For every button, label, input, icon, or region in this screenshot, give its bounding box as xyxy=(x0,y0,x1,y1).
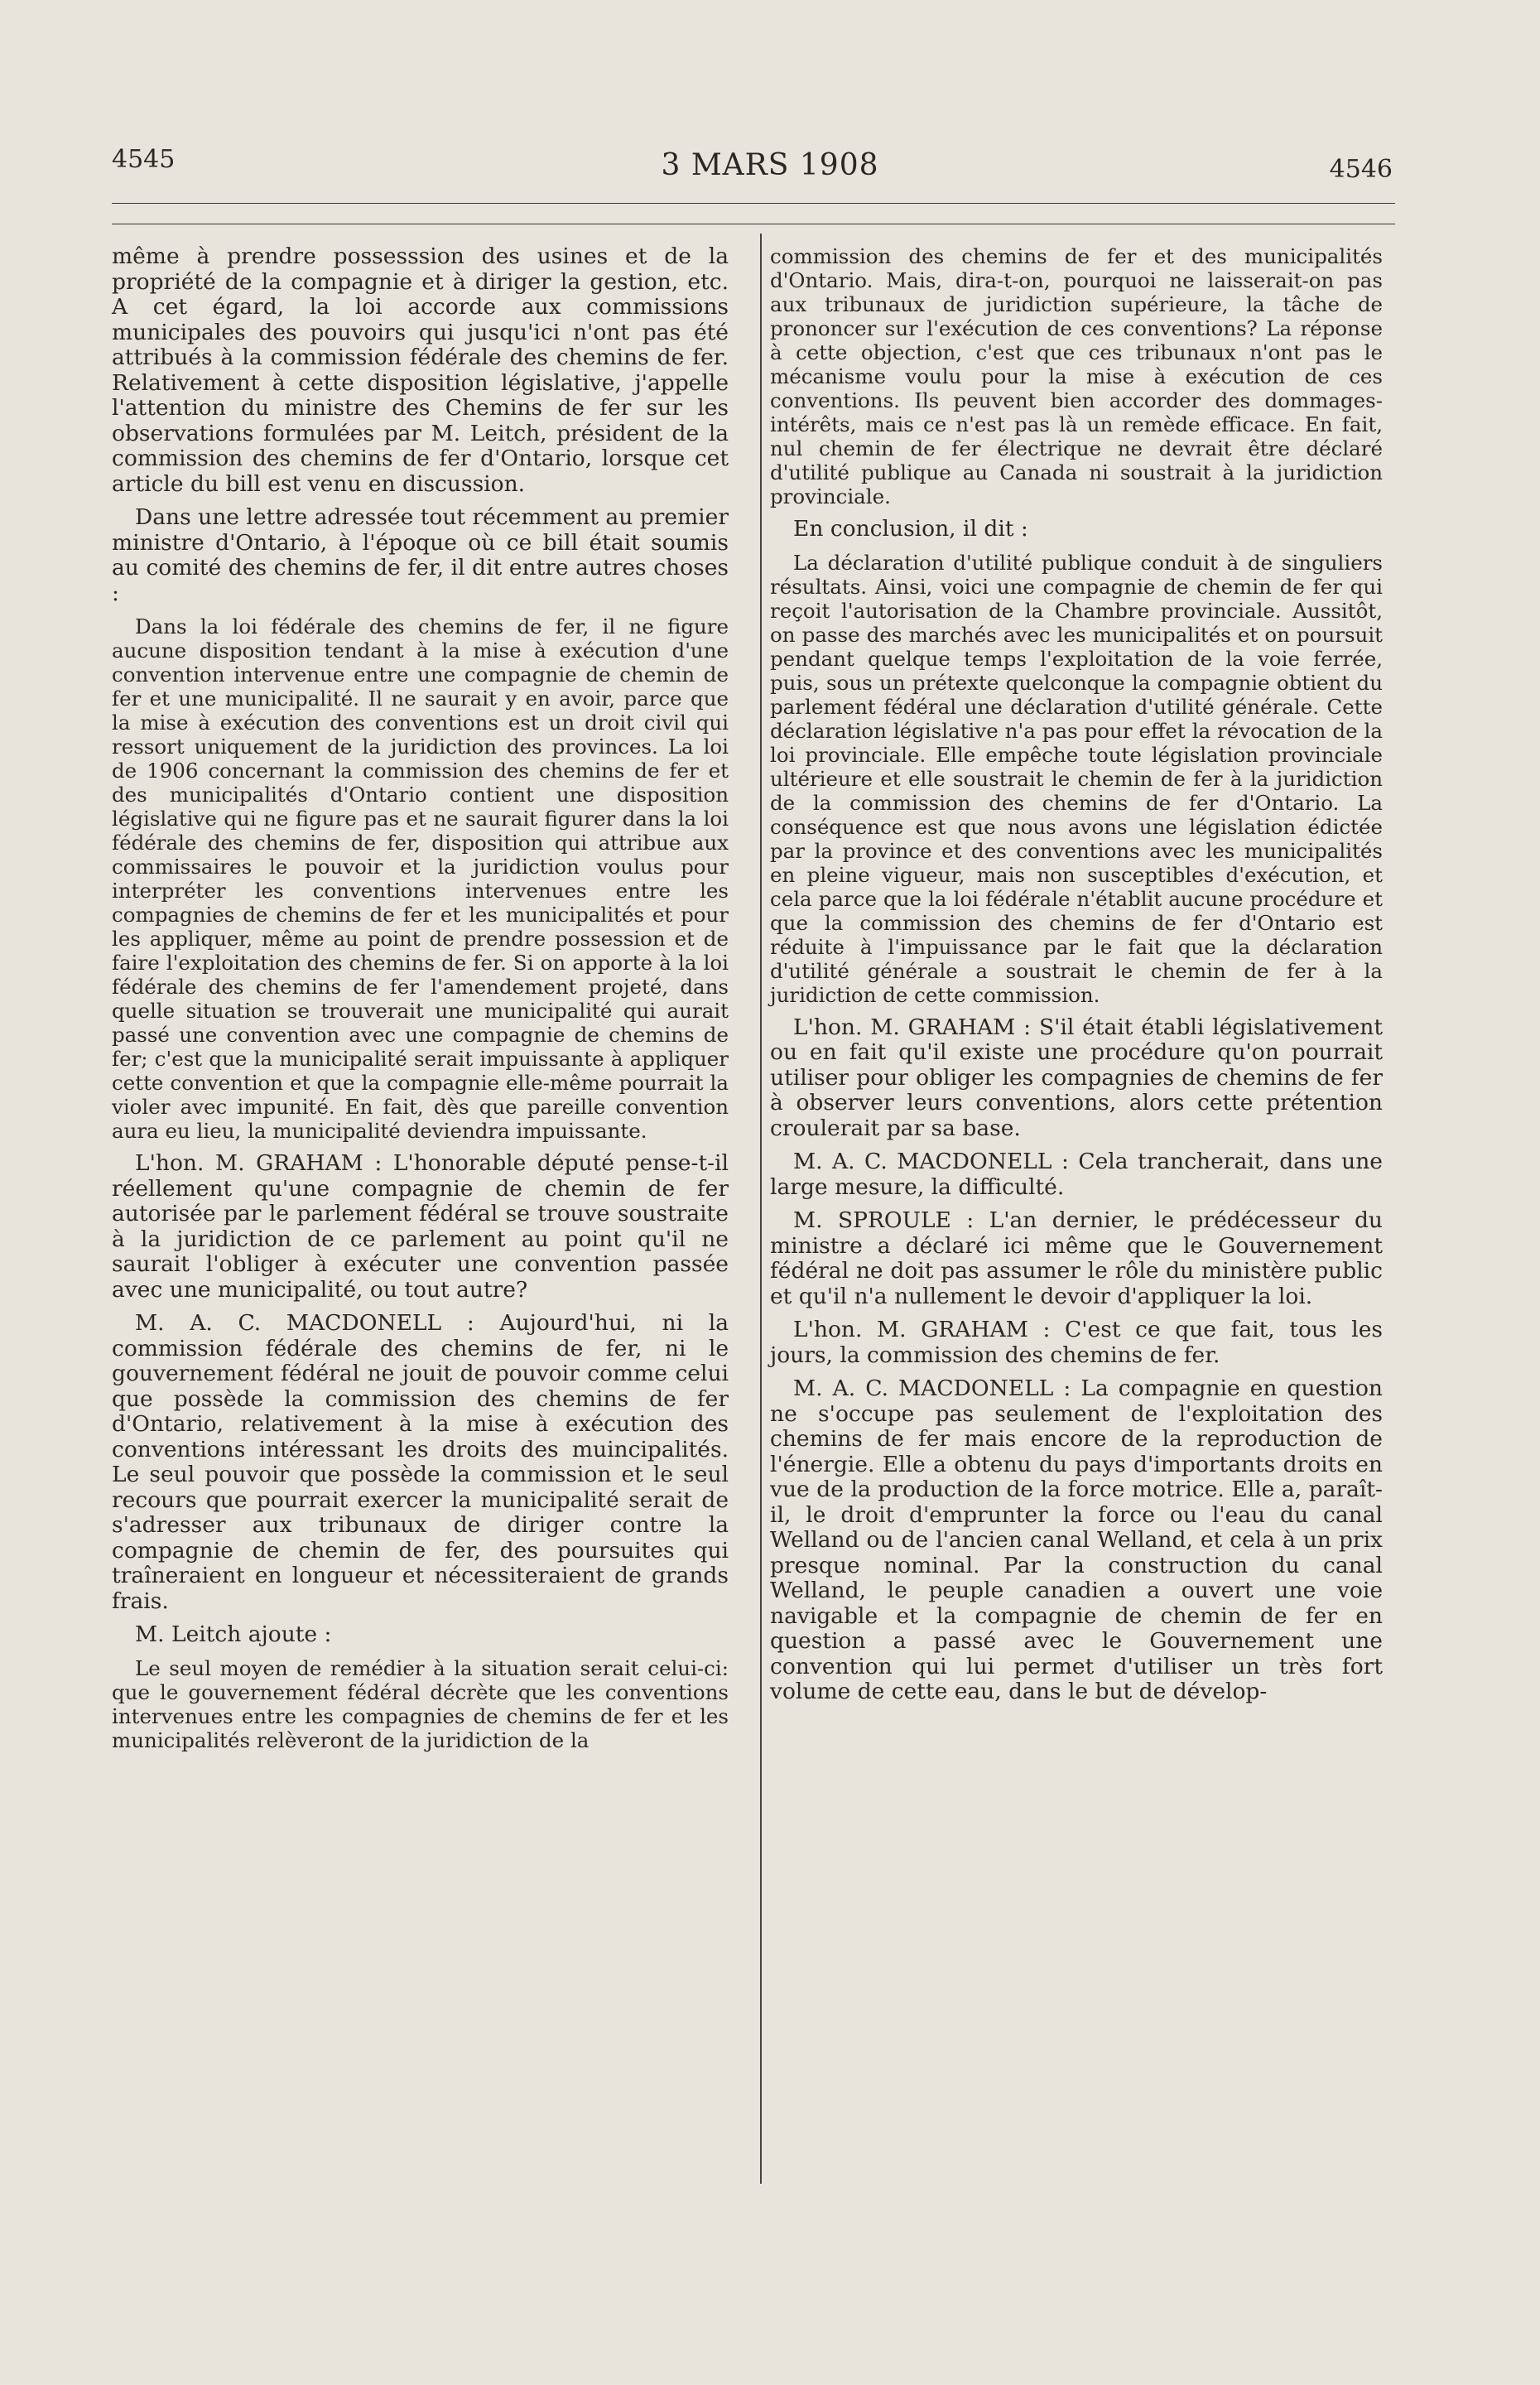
speech-graham: L'hon. M. GRAHAM : C'est ce que fait, tous les jours, la commission des chemins de fer. xyxy=(770,1317,1383,1368)
right-column xyxy=(770,244,1383,1713)
header-date: 3 MARS 1908 xyxy=(661,148,879,182)
paragraph: même à prendre possesssion des usines et de la propriété de la compagnie et à diriger la gestion, etc. A cet égard, la loi accorde aux commissions municipales des pouvoirs qui jusqu'ici n'ont pas été attribués à la commission fédérale des chemins de fer. Relativement à cette disposition législative, j'appelle l'attention du ministre des Chemins de fer sur les observations formulées par M. Leitch, président de la commission des chemins de fer d'Ontario, lorsque cet article du bill est venu en discussion. xyxy=(112,243,729,497)
speech-macdonell: M. A. C. MACDONELL : Aujourd'hui, ni la commission fédérale des chemins de fer, ni le gouvernement fédéral ne jouit de pouvoir comme celui que possède la commission des chemins de fer d'Ontario, relativement à la mise à exécution des conventions intéressant les droits des muincipalités. Le seul pouvoir que possède la commission et le seul recours que pourrait exercer la municipalité serait de s'adresser aux tribunaux de diriger contre la compagnie de chemin de fer, des poursuites qui traîneraient en longueur et nécessiteraient de grands frais. xyxy=(112,1310,729,1614)
quoted-paragraph: commission des chemins de fer et des municipalités d'Ontario. Mais, dira-t-on, pourquoi ne laisserait-on pas aux tribunaux de juridiction supérieure, la tâche de prononcer sur l'exécution de ces conventions? La réponse à cette objection, c'est que ces tribunaux n'ont pas le mécanisme voulu pour la mise à exécution de ces conventions. Ils peuvent bien accorder des dommages-intérêts, mais ce n'est pas là un remède efficace. En fait, nul chemin de fer électrique ne devrait être déclaré d'utilité publique au Canada ni soustrait à la juridiction provinciale. xyxy=(770,244,1383,508)
page-number-left: 4545 xyxy=(112,145,176,174)
speech-macdonell: M. A. C. MACDONELL : Cela trancherait, dans une large mesure, la difficulté. xyxy=(770,1149,1383,1200)
quoted-paragraph: La déclaration d'utilité publique conduit à de singuliers résultats. Ainsi, voici une compagnie de chemin de fer qui reçoit l'autorisation de la Chambre provinciale. Aussitôt, on passe des marchés avec les municipalités et on poursuit pendant quelque temps l'exploitation de la voie ferrée, puis, sous un prétexte quelconque la compagnie obtient du parlement fédéral une déclaration d'utilité générale. Cette déclaration législative n'a pas pour effet la révocation de la loi provinciale. Elle empêche toute législation provinciale ultérieure et elle soustrait le chemin de fer à la juridiction de la commission des chemins de fer d'Ontario. La conséquence est que nous avons une législation édictée par la province et des conventions avec les municipalités en pleine vigueur, mais non susceptibles d'exécution, et cela parce que la loi fédérale n'établit aucune procédure et que la commission des chemins de fer d'Ontario est réduite à l'impuissance par le fait que la déclaration d'utilité générale a soustrait le chemin de fer à la juridiction de cette commission. xyxy=(770,550,1383,1007)
left-column xyxy=(112,244,729,1761)
speech-graham: L'hon. M. GRAHAM : S'il était établi législativement ou en fait qu'il existe une procédure qu'on pourrait utiliser pour obliger les compagnies de chemins de fer à observer leurs conventions, alors cette prétention croulerait par sa base. xyxy=(770,1014,1383,1141)
paragraph: M. Leitch ajoute : xyxy=(135,1621,332,1647)
speech-sproule: M. SPROULE : L'an dernier, le prédécesseur du ministre a déclaré ici même que le Gouvernement fédéral ne doit pas assumer le rôle du ministère public et qu'il n'a nullement le devoir d'appliquer la loi. xyxy=(770,1207,1383,1309)
page-header xyxy=(0,145,1540,186)
header-rule-top xyxy=(112,203,1395,204)
quoted-paragraph: Le seul moyen de remédier à la situation serait celui-ci: que le gouvernement fédéral décrète que les conventions intervenues entre les compagnies de chemins de fer et les municipalités relèveront de la juridiction de la xyxy=(112,1655,729,1752)
speech-graham: L'hon. M. GRAHAM : L'honorable député pense-t-il réellement qu'une compagnie de chemin de fer autorisée par le parlement fédéral se trouve soustraite à la juridiction de ce parlement au point qu'il ne saurait l'obliger à exécuter une convention passée avec une municipalité, ou tout autre? xyxy=(112,1150,729,1303)
speech-macdonell: M. A. C. MACDONELL : La compagnie en question ne s'occupe pas seulement de l'exploitation des chemins de fer mais encore de la reproduction de l'énergie. Elle a obtenu du pays d'importants droits en vue de la production de la force motrice. Elle a, paraît-il, le droit d'emprunter la force ou l'eau du canal Welland ou de l'ancien canal Welland, et cela à un prix presque nominal. Par la construction du canal Welland, le peuple canadien a ouvert une voie navigable et la compagnie de chemin de fer en question a passé avec le Gouvernement une convention qui lui permet d'utiliser un très fort volume de cette eau, dans le but de dévelop- xyxy=(770,1376,1383,1704)
page-number-right: 4546 xyxy=(1329,155,1393,184)
paragraph: En conclusion, il dit : xyxy=(793,516,1028,542)
paragraph: Dans une lettre adressée tout récemment au premier ministre d'Ontario, à l'époque où ce bill était soumis au comité des chemins de fer, il dit entre autres choses : xyxy=(112,504,729,606)
quoted-paragraph: Dans la loi fédérale des chemins de fer, il ne figure aucune disposition tendant à la mise à exécution d'une convention intervenue entre une compagnie de chemin de fer et une municipalité. Il ne saurait y en avoir, parce que la mise à exécution des conventions est un droit civil qui ressort uniquement de la juridiction des provinces. La loi de 1906 concernant la commission des chemins de fer et des municipalités d'Ontario contient une disposition législative qui ne figure pas et ne saurait figurer dans la loi fédérale des chemins de fer, disposition qui attribue aux commissaires le pouvoir et la juridiction voulus pour interpréter les conventions intervenues entre les compagnies de chemins de fer et les municipalités et pour les appliquer, même au point de prendre possession et de faire l'exploitation des chemins de fer. Si on apporte à la loi fédérale des chemins de fer l'amendement projeté, dans quelle situation se trouverait une municipalité qui aurait passé une convention avec une compagnie de chemins de fer; c'est que la municipalité serait impuissante à appliquer cette convention et que la compagnie elle-même pourrait la violer avec impunité. En fait, dès que pareille convention aura eu lieu, la municipalité deviendra impuissante. xyxy=(112,614,729,1143)
column-divider xyxy=(760,234,762,2184)
